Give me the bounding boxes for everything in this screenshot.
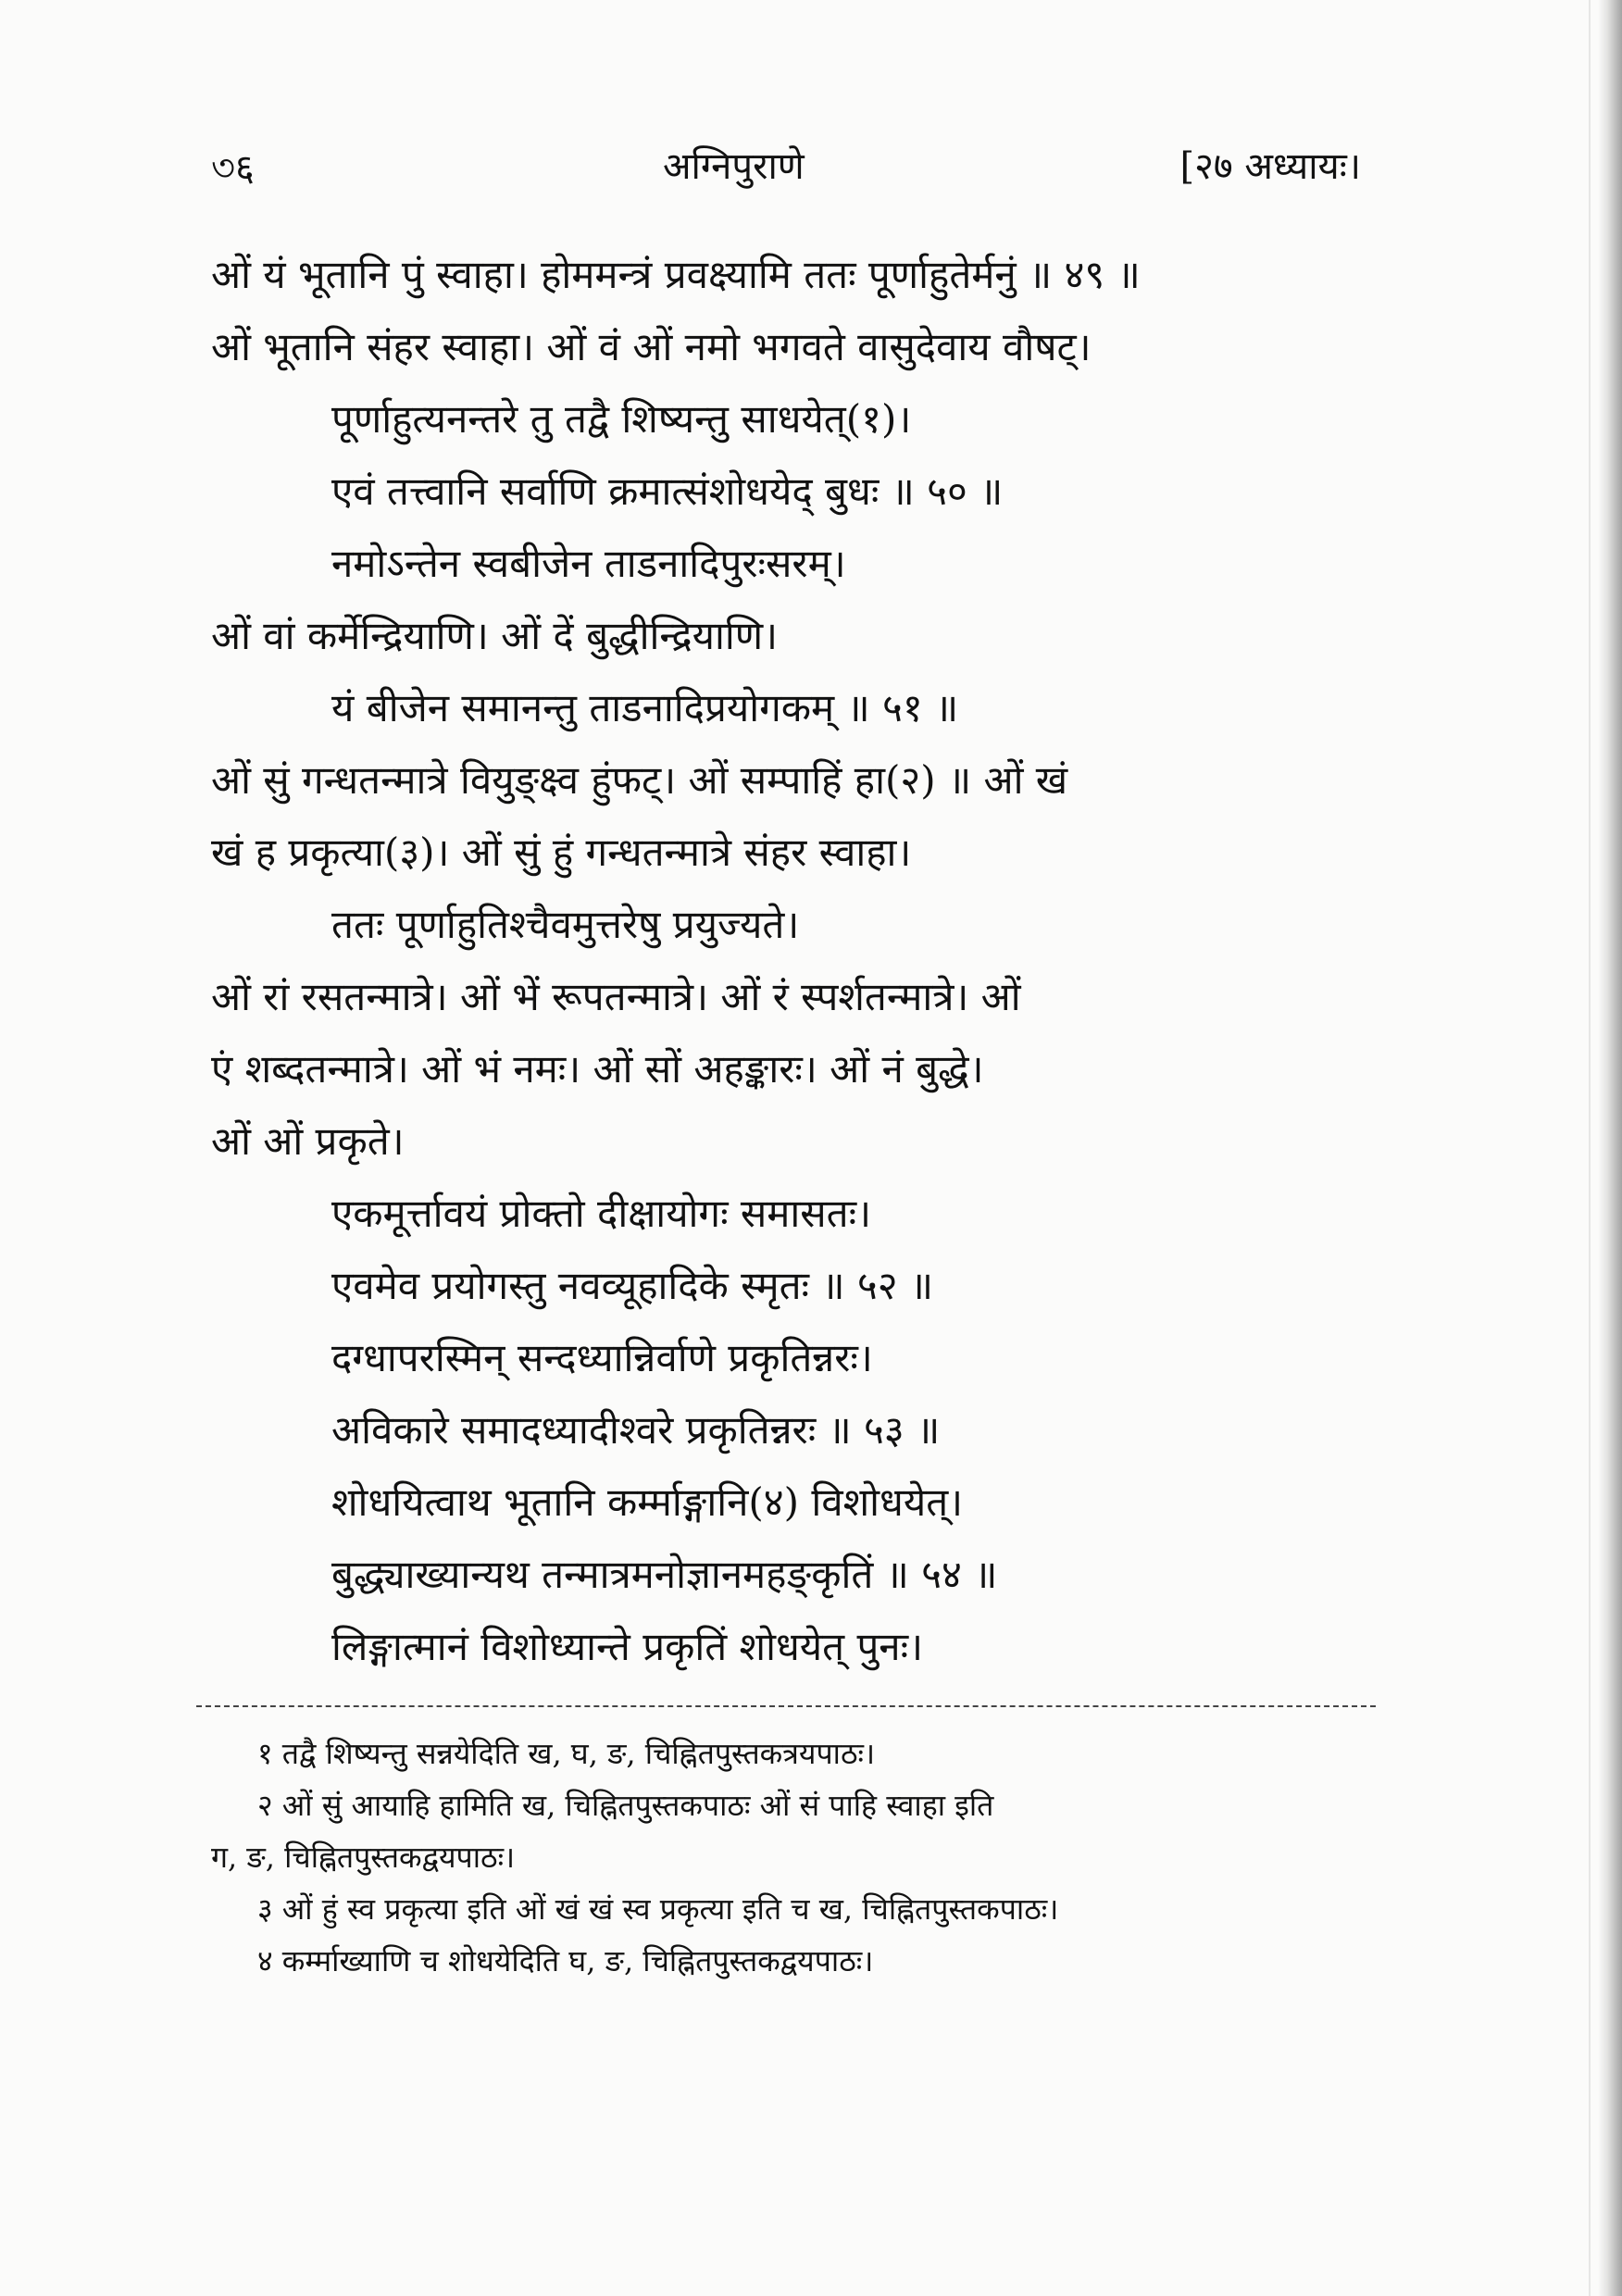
page-header [211, 139, 1361, 194]
verse-line: दग्धापरस्मिन् सन्दध्यान्निर्वाणे प्रकृतिन्नरः। [331, 1335, 873, 1380]
footnote: २ ओं सुं आयाहि हामिति ख, चिह्नितपुस्तकपाठः ओं सं पाहि स्वाहा इति [257, 1788, 994, 1823]
text-line: ओं भूतानि संहर स्वाहा। ओं वं ओं नमो भगवते वासुदेवाय वौषट्। [211, 324, 1092, 369]
text-line: ओं वां कर्मेन्द्रियाणि। ओं दें बुद्धीन्द्रियाणि। [211, 613, 779, 658]
footnote: १ तद्वै शिष्यन्तु सन्नयेदिति ख, घ, ङ, चिह्नितपुस्तकत्रयपाठः। [257, 1736, 876, 1771]
verse-line: लिङ्गात्मानं विशोध्यान्ते प्रकृतिं शोधयेत् पुनः। [331, 1624, 924, 1669]
verse-line: एवं तत्त्वानि सर्वाणि क्रमात्संशोधयेद् बुधः ॥ ५० ॥ [331, 468, 1004, 514]
text-line: ओं रां रसतन्मात्रे। ओं भें रूपतन्मात्रे। ओं रं स्पर्शतन्मात्रे। ओं [211, 974, 1021, 1019]
verse-text-block [211, 239, 1368, 1683]
footnote: ४ कर्म्माख्याणि च शोधयेदिति घ, ङ, चिह्नितपुस्तकद्वयपाठः। [257, 1943, 874, 1978]
text-line: ओं ओं प्रकृते। [211, 1118, 405, 1164]
footnotes [211, 1728, 1368, 1987]
verse-line: नमोऽन्तेन स्वबीजेन ताडनादिपुरःसरम्। [331, 541, 846, 586]
verse-line: अविकारे समादध्यादीश्वरे प्रकृतिन्नरः ॥ ५३ ॥ [331, 1407, 941, 1453]
text-line: एं शब्दतन्मात्रे। ओं भं नमः। ओं सों अहङ्कारः। ओं नं बुद्धे। [211, 1046, 984, 1092]
scan-edge-shadow [1598, 0, 1622, 2296]
verse-line: पूर्णाहुत्यनन्तरे तु तद्वै शिष्यन्तु साधयेत्(१)। [331, 396, 912, 442]
text-line: ओं सुं गन्धतन्मात्रे वियुङ्क्ष्व हुंफट्। ओं सम्पाहिं हा(२) ॥ ओं खं [211, 757, 1068, 803]
verse-line: बुद्ध्याख्यान्यथ तन्मात्रमनोज्ञानमहङ्कृतिं ॥ ५४ ॥ [331, 1552, 998, 1597]
text-line: ओं यं भूतानि पुं स्वाहा। होममन्त्रं प्रवक्ष्यामि ततः पूर्णाहुतेर्मनुं ॥ ४९ ॥ [211, 252, 1141, 297]
footnote: ३ ओं हुं स्व प्रकृत्या इति ओं खं खं स्व प्रकृत्या इति च ख, चिह्नितपुस्तकपाठः। [257, 1891, 1059, 1927]
verse-line: एवमेव प्रयोगस्तु नवव्यूहादिके स्मृतः ॥ ५२ ॥ [331, 1263, 934, 1308]
verse-line: एकमूर्त्तावयं प्रोक्तो दीक्षायोगः समासतः। [331, 1191, 872, 1236]
footnote-continuation: ग, ङ, चिह्नितपुस्तकद्वयपाठः। [211, 1840, 516, 1875]
text-line: खं ह प्रकृत्या(३)। ओं सुं हुं गन्धतन्मात्रे संहर स्वाहा। [211, 830, 912, 875]
chapter-label: [२७ अध्यायः। [1179, 145, 1361, 188]
footnote-divider [196, 1705, 1376, 1707]
verse-line: शोधयित्वाथ भूतानि कर्म्माङ्गानि(४) विशोधयेत्। [331, 1479, 964, 1525]
scan-edge-line [1589, 0, 1591, 2296]
page-number: ৩६ [211, 147, 255, 190]
verse-line: ततः पूर्णाहुतिश्चैवमुत्तरेषु प्रयुज्यते। [331, 902, 800, 947]
running-title: अग्निपुराणे [663, 145, 805, 188]
verse-line: यं बीजेन समानन्तु ताडनादिप्रयोगकम् ॥ ५१ ॥ [331, 685, 959, 730]
